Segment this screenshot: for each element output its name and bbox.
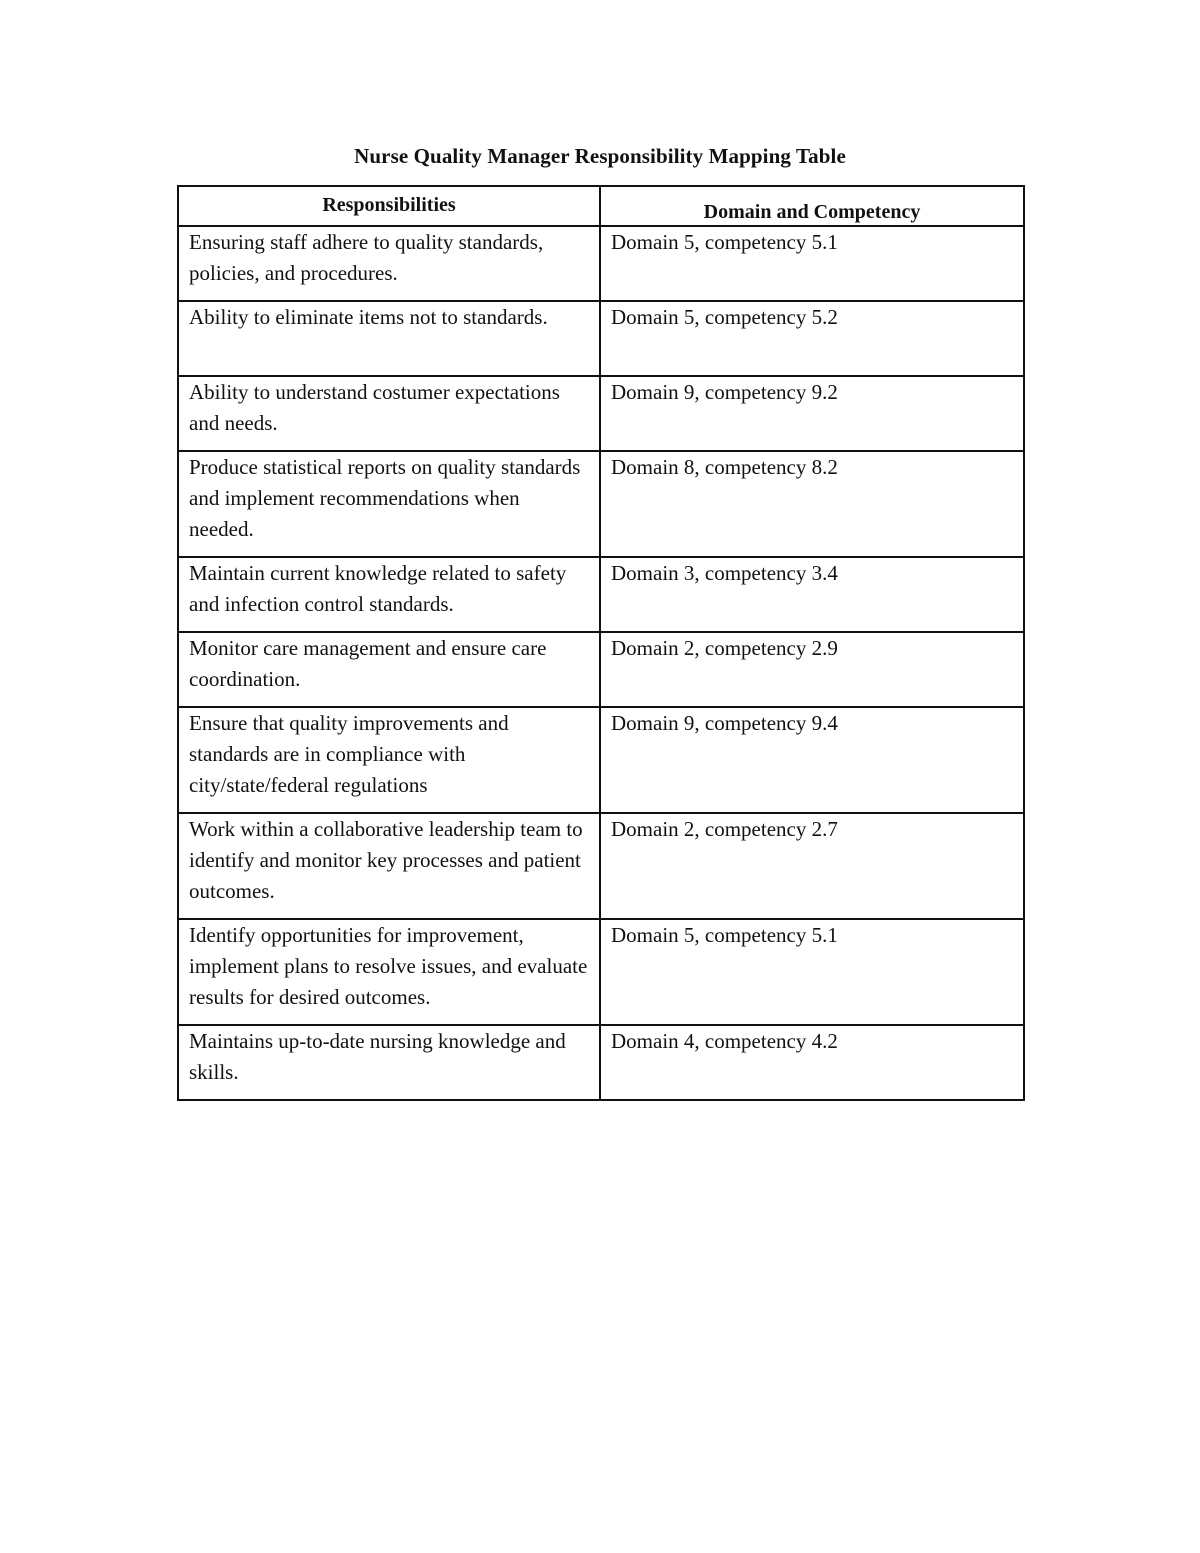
responsibility-cell: Ability to understand costumer expectations and needs.: [178, 376, 600, 451]
table-row: [178, 451, 1024, 557]
domain-cell: Domain 3, competency 3.4: [600, 557, 1024, 632]
table-row: [178, 376, 1024, 451]
column-header-domain-competency: Domain and Competency: [600, 186, 1024, 226]
domain-cell: Domain 4, competency 4.2: [600, 1025, 1024, 1100]
domain-cell: Domain 2, competency 2.9: [600, 632, 1024, 707]
table-row: [178, 557, 1024, 632]
responsibility-cell: Maintains up-to-date nursing knowledge and skills.: [178, 1025, 600, 1100]
domain-cell: Domain 9, competency 9.2: [600, 376, 1024, 451]
responsibility-mapping-table: [177, 185, 1025, 1101]
responsibility-cell: Ensure that quality improvements and standards are in compliance with city/state/federal regulations: [178, 707, 600, 813]
domain-cell: Domain 5, competency 5.2: [600, 301, 1024, 376]
responsibility-cell: Produce statistical reports on quality standards and implement recommendations when needed.: [178, 451, 600, 557]
table-header-row: [178, 186, 1024, 226]
responsibility-cell: Work within a collaborative leadership team to identify and monitor key processes and patient outcomes.: [178, 813, 600, 919]
table-row: [178, 813, 1024, 919]
responsibility-cell: Ability to eliminate items not to standards.: [178, 301, 600, 376]
domain-cell: Domain 9, competency 9.4: [600, 707, 1024, 813]
table-row: [178, 707, 1024, 813]
domain-cell: Domain 8, competency 8.2: [600, 451, 1024, 557]
responsibility-cell: Identify opportunities for improvement, implement plans to resolve issues, and evaluate results for desired outcomes.: [178, 919, 600, 1025]
table-row: [178, 226, 1024, 301]
table-row: [178, 1025, 1024, 1100]
domain-cell: Domain 5, competency 5.1: [600, 919, 1024, 1025]
table-row: [178, 301, 1024, 376]
column-header-responsibilities: Responsibilities: [178, 186, 600, 226]
responsibility-cell: Ensuring staff adhere to quality standards, policies, and procedures.: [178, 226, 600, 301]
page-title: Nurse Quality Manager Responsibility Mapping Table: [354, 144, 846, 168]
table-row: [178, 919, 1024, 1025]
domain-cell: Domain 2, competency 2.7: [600, 813, 1024, 919]
responsibility-cell: Maintain current knowledge related to safety and infection control standards.: [178, 557, 600, 632]
table-row: [178, 632, 1024, 707]
responsibility-cell: Monitor care management and ensure care coordination.: [178, 632, 600, 707]
domain-cell: Domain 5, competency 5.1: [600, 226, 1024, 301]
